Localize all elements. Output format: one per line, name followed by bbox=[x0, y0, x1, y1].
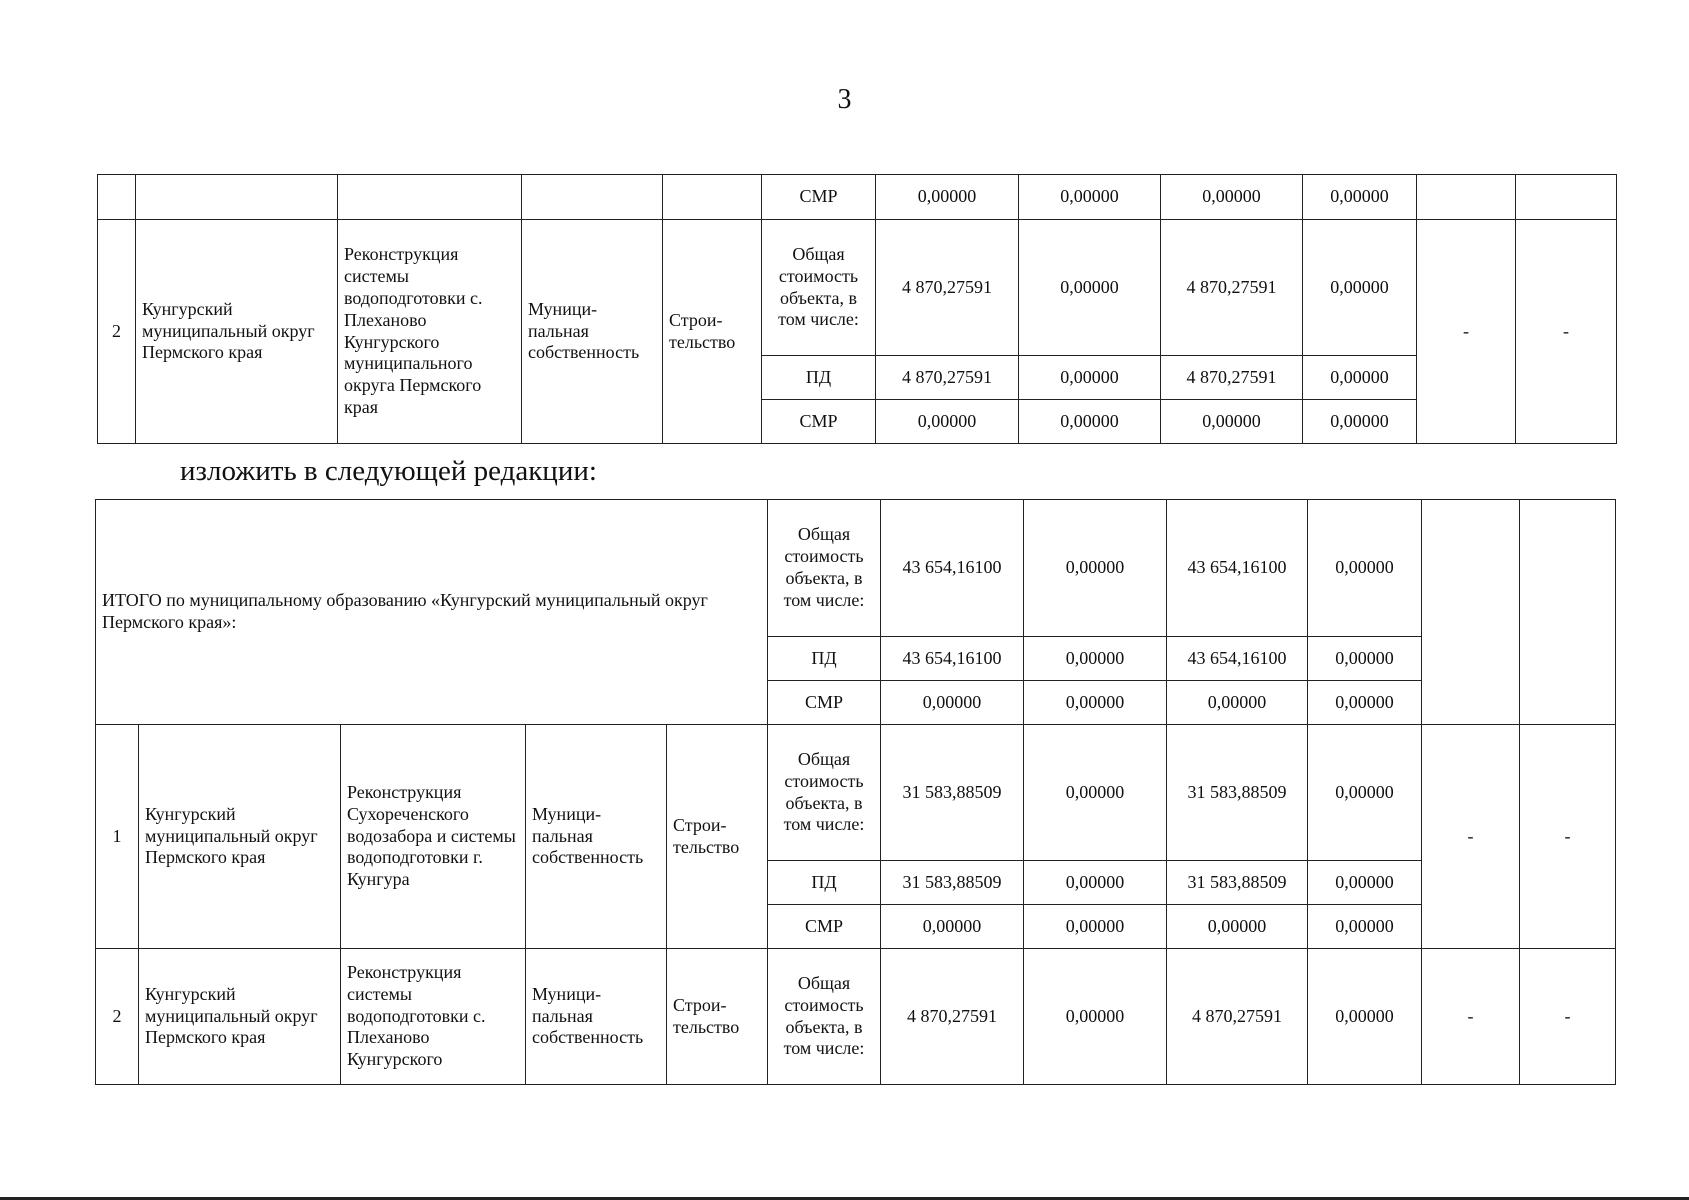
municipality-cell: Кунгурский муниципальный округ Пермского края bbox=[139, 949, 341, 1085]
value-cell: 31 583,88509 bbox=[881, 861, 1024, 905]
cost-type-cell: СМР bbox=[768, 681, 881, 725]
table-row bbox=[96, 725, 1616, 861]
table-row bbox=[96, 500, 1616, 637]
row-number-cell: 2 bbox=[98, 220, 136, 444]
value-cell: 0,00000 bbox=[881, 905, 1024, 949]
value-cell: 0,00000 bbox=[1019, 175, 1161, 220]
empty-cell bbox=[1417, 175, 1516, 220]
value-cell: 0,00000 bbox=[1024, 681, 1167, 725]
municipality-cell: Кунгурский муниципальный округ Пермского края bbox=[136, 220, 338, 444]
table-row bbox=[98, 175, 1617, 220]
row-number-cell: 2 bbox=[96, 949, 139, 1085]
table-row bbox=[96, 949, 1616, 1085]
amendment-intro-text: изложить в следующей редакции: bbox=[180, 455, 597, 487]
value-cell: 31 583,88509 bbox=[881, 725, 1024, 861]
value-cell: 43 654,16100 bbox=[1167, 500, 1308, 637]
value-cell: 43 654,16100 bbox=[881, 637, 1024, 681]
value-cell: 31 583,88509 bbox=[1167, 725, 1308, 861]
work-type-cell: Строи-тельство bbox=[663, 220, 762, 444]
cost-type-cell: Общая стоимость объекта, в том числе: bbox=[768, 500, 881, 637]
value-cell: 4 870,27591 bbox=[876, 220, 1019, 356]
municipality-cell: Кунгурский муниципальный округ Пермского края bbox=[139, 725, 341, 949]
table-row bbox=[98, 220, 1617, 356]
value-cell: 0,00000 bbox=[1303, 356, 1417, 400]
value-cell: 4 870,27591 bbox=[1161, 356, 1303, 400]
cost-type-cell: Общая стоимость объекта, в том числе: bbox=[768, 949, 881, 1085]
empty-cell bbox=[1520, 500, 1616, 725]
value-cell: 0,00000 bbox=[881, 681, 1024, 725]
empty-cell bbox=[136, 175, 338, 220]
investment-table-bottom bbox=[95, 499, 1616, 1085]
value-cell: 43 654,16100 bbox=[881, 500, 1024, 637]
dash-cell: - bbox=[1520, 949, 1616, 1085]
cost-type-cell: ПД bbox=[768, 861, 881, 905]
cost-type-cell: Общая стоимость объекта, в том числе: bbox=[762, 220, 876, 356]
dash-cell: - bbox=[1422, 949, 1520, 1085]
ownership-cell: Муници-пальная собственность bbox=[526, 949, 667, 1085]
value-cell: 0,00000 bbox=[1024, 637, 1167, 681]
cost-type-cell: СМР bbox=[762, 400, 876, 444]
empty-cell bbox=[1422, 500, 1520, 725]
value-cell: 4 870,27591 bbox=[876, 356, 1019, 400]
value-cell: 0,00000 bbox=[1308, 949, 1422, 1085]
cost-type-cell: ПД bbox=[768, 637, 881, 681]
value-cell: 0,00000 bbox=[1019, 400, 1161, 444]
row-number-cell: 1 bbox=[96, 725, 139, 949]
cost-type-cell: СМР bbox=[768, 905, 881, 949]
value-cell: 43 654,16100 bbox=[1167, 637, 1308, 681]
value-cell: 0,00000 bbox=[1167, 905, 1308, 949]
cost-type-cell: СМР bbox=[762, 175, 876, 220]
empty-cell bbox=[522, 175, 663, 220]
cost-type-cell: ПД bbox=[762, 356, 876, 400]
value-cell: 4 870,27591 bbox=[1161, 220, 1303, 356]
object-name-cell: Реконструкция Сухореченского водозабора и системы водоподготовки г. Кунгура bbox=[341, 725, 526, 949]
page-number: 3 bbox=[837, 84, 852, 115]
value-cell: 0,00000 bbox=[1019, 220, 1161, 356]
dash-cell: - bbox=[1516, 220, 1617, 444]
work-type-cell: Строи-тельство bbox=[667, 725, 768, 949]
value-cell: 0,00000 bbox=[1308, 905, 1422, 949]
value-cell: 31 583,88509 bbox=[1167, 861, 1308, 905]
value-cell: 0,00000 bbox=[1161, 175, 1303, 220]
value-cell: 0,00000 bbox=[1161, 400, 1303, 444]
value-cell: 0,00000 bbox=[1024, 725, 1167, 861]
dash-cell: - bbox=[1417, 220, 1516, 444]
value-cell: 4 870,27591 bbox=[881, 949, 1024, 1085]
value-cell: 0,00000 bbox=[1024, 500, 1167, 637]
dash-cell: - bbox=[1422, 725, 1520, 949]
total-label-cell: ИТОГО по муниципальному образованию «Кунгурский муниципальный округ Пермского края»: bbox=[96, 500, 768, 725]
value-cell: 0,00000 bbox=[1308, 500, 1422, 637]
ownership-cell: Муници-пальная собственность bbox=[526, 725, 667, 949]
value-cell: 0,00000 bbox=[1303, 220, 1417, 356]
empty-cell bbox=[98, 175, 136, 220]
dash-cell: - bbox=[1520, 725, 1616, 949]
object-name-cell: Реконструкция системы водоподготовки с. Плеханово Кунгурского муниципального округа Пермского края bbox=[338, 220, 522, 444]
object-name-cell: Реконструкция системы водоподготовки с. Плеханово Кунгурского bbox=[341, 949, 526, 1085]
cost-type-cell: Общая стоимость объекта, в том числе: bbox=[768, 725, 881, 861]
value-cell: 0,00000 bbox=[1308, 861, 1422, 905]
value-cell: 0,00000 bbox=[1024, 949, 1167, 1085]
value-cell: 0,00000 bbox=[1019, 356, 1161, 400]
work-type-cell: Строи-тельство bbox=[667, 949, 768, 1085]
value-cell: 0,00000 bbox=[1308, 637, 1422, 681]
value-cell: 0,00000 bbox=[1308, 681, 1422, 725]
ownership-cell: Муници-пальная собственность bbox=[522, 220, 663, 444]
value-cell: 0,00000 bbox=[1167, 681, 1308, 725]
value-cell: 0,00000 bbox=[1024, 905, 1167, 949]
value-cell: 0,00000 bbox=[1308, 725, 1422, 861]
value-cell: 0,00000 bbox=[876, 175, 1019, 220]
empty-cell bbox=[338, 175, 522, 220]
empty-cell bbox=[663, 175, 762, 220]
value-cell: 0,00000 bbox=[1303, 175, 1417, 220]
empty-cell bbox=[1516, 175, 1617, 220]
investment-table-top bbox=[97, 174, 1617, 444]
value-cell: 0,00000 bbox=[1024, 861, 1167, 905]
value-cell: 0,00000 bbox=[876, 400, 1019, 444]
value-cell: 0,00000 bbox=[1303, 400, 1417, 444]
value-cell: 4 870,27591 bbox=[1167, 949, 1308, 1085]
